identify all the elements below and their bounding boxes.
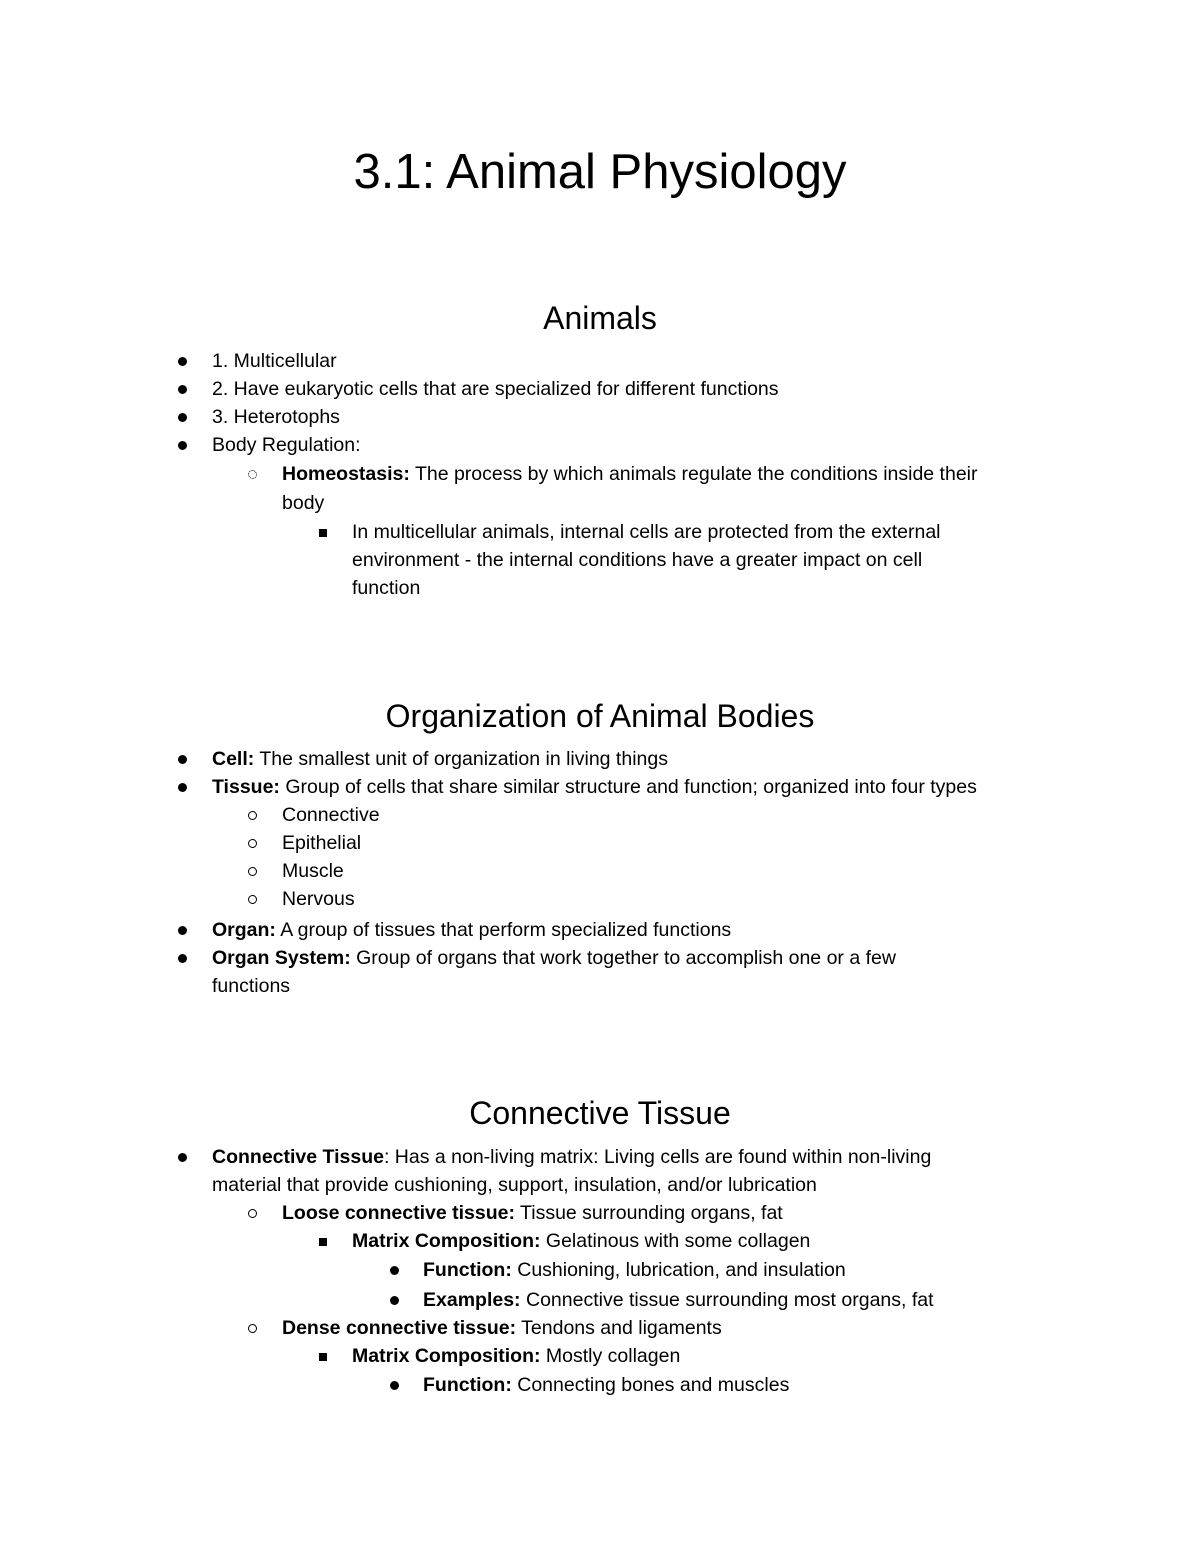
section-heading-animals: Animals xyxy=(543,300,657,336)
term-label: Cell: xyxy=(212,748,255,770)
bullet-dot-icon xyxy=(178,385,187,394)
list-item: Connective xyxy=(282,804,380,826)
bullet-square-icon xyxy=(319,1353,327,1361)
list-item-continuation: functions xyxy=(212,975,291,997)
list-item-function xyxy=(423,1256,846,1284)
term-label: Dense connective tissue: xyxy=(282,1317,517,1339)
list-item-matrix xyxy=(352,1227,810,1255)
term-label: Matrix Composition: xyxy=(352,1230,541,1252)
bullet-circle-icon xyxy=(248,895,257,904)
section-heading-connective: Connective Tissue xyxy=(469,1095,731,1131)
list-item: 3. Heterotophs xyxy=(212,406,340,428)
bullet-dot-icon xyxy=(178,357,187,366)
definition-text: Connective tissue surrounding most organs, fat xyxy=(520,1289,934,1311)
list-item: In multicellular animals, internal cells are protected from the external xyxy=(352,521,941,543)
list-item-matrix xyxy=(352,1342,680,1370)
bullet-dot-icon xyxy=(178,755,187,764)
list-item: Body Regulation: xyxy=(212,434,361,456)
term-label: Organ: xyxy=(212,919,276,941)
definition-text: A group of tissues that perform specialized functions xyxy=(275,919,732,941)
definition-text: The process by which animals regulate the conditions inside their xyxy=(409,463,978,485)
bullet-dot-icon xyxy=(178,441,187,450)
definition-text: The smallest unit of organization in living things xyxy=(254,748,668,770)
list-item: Muscle xyxy=(282,860,344,882)
list-item-tissue xyxy=(212,773,977,801)
definition-text: Tissue surrounding organs, fat xyxy=(514,1202,783,1224)
bullet-dot-icon xyxy=(178,783,187,792)
definition-text: Group of organs that work together to accomplish one or a few xyxy=(350,947,896,969)
bullet-dot-icon xyxy=(178,413,187,422)
list-item-loose xyxy=(282,1199,783,1227)
definition-text: Connecting bones and muscles xyxy=(511,1374,790,1396)
list-item: 1. Multicellular xyxy=(212,350,337,372)
bullet-circle-icon xyxy=(248,867,257,876)
definition-text: Group of cells that share similar structure and function; organized into four types xyxy=(279,776,977,798)
bullet-circle-icon xyxy=(248,470,257,479)
list-item: Epithelial xyxy=(282,832,362,854)
bullet-square-icon xyxy=(319,529,327,537)
bullet-dot-icon xyxy=(178,1153,187,1162)
bullet-dot-icon xyxy=(390,1266,399,1275)
list-item-organ xyxy=(212,916,731,944)
list-item-continuation: function xyxy=(352,577,421,599)
list-item-connective-tissue xyxy=(212,1143,931,1171)
term-label: Tissue: xyxy=(212,776,280,798)
bullet-dot-icon xyxy=(390,1296,399,1305)
list-item-continuation: environment - the internal conditions have a greater impact on cell xyxy=(352,549,923,571)
term-label: Homeostasis: xyxy=(282,463,410,485)
definition-text: Cushioning, lubrication, and insulation xyxy=(511,1259,846,1281)
list-item-dense xyxy=(282,1314,722,1342)
bullet-circle-icon xyxy=(248,1324,257,1333)
bullet-circle-icon xyxy=(248,1209,257,1218)
bullet-square-icon xyxy=(319,1238,327,1246)
bullet-circle-icon xyxy=(248,811,257,820)
list-item-organ-system xyxy=(212,944,896,972)
list-item: 2. Have eukaryotic cells that are specialized for different functions xyxy=(212,378,779,400)
term-label: Organ System: xyxy=(212,947,351,969)
document-title: 3.1: Animal Physiology xyxy=(353,145,847,199)
term-label: Connective Tissue xyxy=(212,1146,384,1168)
list-item-homeostasis xyxy=(282,460,978,488)
bullet-circle-icon xyxy=(248,839,257,848)
definition-text: Mostly collagen xyxy=(540,1345,681,1367)
term-label: Function: xyxy=(423,1259,512,1281)
term-label: Function: xyxy=(423,1374,512,1396)
list-item-function xyxy=(423,1371,789,1399)
definition-text: Tendons and ligaments xyxy=(516,1317,722,1339)
list-item: Nervous xyxy=(282,888,355,910)
term-label: Matrix Composition: xyxy=(352,1345,541,1367)
definition-text: Gelatinous with some collagen xyxy=(540,1230,811,1252)
section-heading-organization: Organization of Animal Bodies xyxy=(385,698,815,734)
list-item-continuation: material that provide cushioning, support, insulation, and/or lubrication xyxy=(212,1174,817,1196)
list-item-examples xyxy=(423,1286,934,1314)
bullet-dot-icon xyxy=(178,954,187,963)
list-item-continuation: body xyxy=(282,492,325,514)
bullet-dot-icon xyxy=(178,926,187,935)
bullet-dot-icon xyxy=(390,1381,399,1390)
term-label: Loose connective tissue: xyxy=(282,1202,515,1224)
definition-text: : Has a non-living matrix: Living cells are found within non-living xyxy=(383,1146,932,1168)
list-item-cell xyxy=(212,745,668,773)
term-label: Examples: xyxy=(423,1289,521,1311)
